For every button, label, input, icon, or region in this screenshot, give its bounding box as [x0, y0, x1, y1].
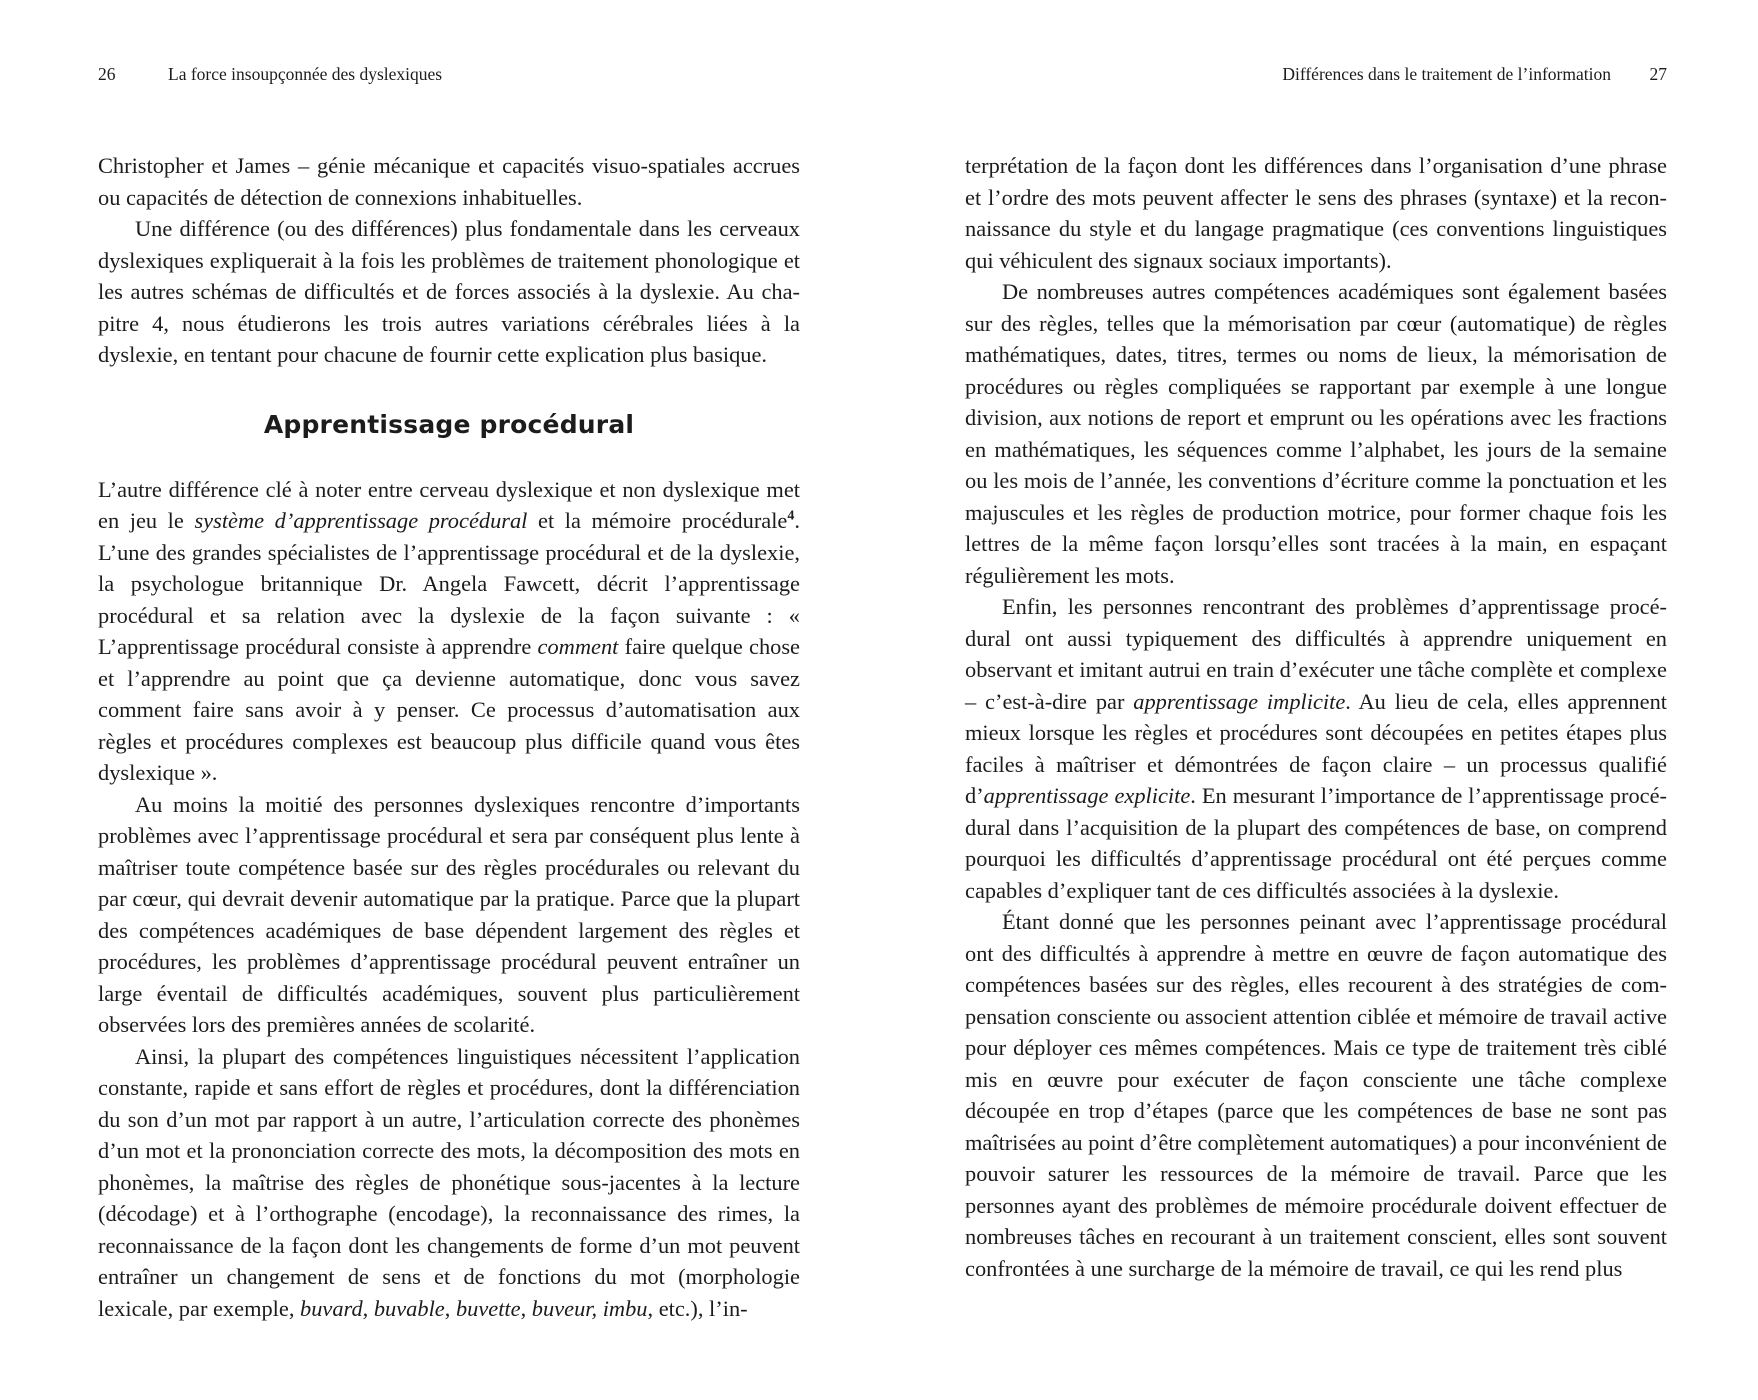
- section-heading: Apprentissage procédural: [263, 409, 635, 439]
- italic-term: apprentissage explicite: [983, 783, 1191, 808]
- left-body-text: [98, 150, 800, 1324]
- paragraph: De nombreuses autres compétences académiques sont également basées sur des règles, telles que la mémorisation par cœur (automatique) de règles mathématiques, dates, titres, termes ou noms de lieux, la mémorisation de procédures ou règles compliquées se rapportant par exemple à une longue division, aux notions de report et emprunt ou les opérations avec les fractions en mathématiques, les séquences comme l’alphabet, les jours de la semaine ou les mois de l’année, les conventions d’écriture comme la ponctuation et les majuscules et les règles de production motrice, pour former chaque fois les lettres de la même façon lorsqu’elles sont tracées à la main, en espaçant régulièrement les mots.: [965, 279, 1667, 588]
- paragraph: [98, 1041, 800, 1325]
- text-run: L’autre différence clé à noter entre cerveau dyslexique et non dyslexique met en jeu le: [98, 476, 800, 533]
- footnote-marker: 4: [787, 508, 795, 524]
- paragraph: [98, 474, 800, 789]
- text-run: . Au lieu de cela, elles apprennent mieux lorsque les règles et procédures sont découpées en petites étapes plus faciles à maîtriser et démontrées de façon claire – un processus qualifié d’: [965, 688, 1667, 808]
- paragraph: [965, 591, 1667, 906]
- running-head-left: [98, 62, 800, 86]
- running-title: Différences dans le traitement de l’information: [1282, 64, 1611, 84]
- text-run: , etc.), l’in-: [647, 1295, 748, 1321]
- paragraph: Étant donné que les personnes peinant avec l’apprentissage procédural ont des difficultés à apprendre à mettre en œuvre de façon automatique des compétences basées sur des règles, elles recourent à des stratégies de compensation consciente ou associent attention ciblée et mémoire de travail active pour déployer ces mêmes compétences. Mais ce type de traitement très ciblé mis en œuvre pour exécuter de façon consciente une tâche complexe découpée en trop d’étapes (parce que les compétences de base ne sont pas maîtrisées au point d’être complètement automatiques) a pour inconvénient de pouvoir saturer les ressources de la mémoire de travail. Parce que les personnes ayant des problèmes de mémoire procédurale doivent effectuer de nombreuses tâches en recourant à un traitement conscient, elles sont souvent confrontées à une surcharge de la mémoire de travail, ce qui les rend plus: [965, 909, 1667, 1281]
- italic-term: comment: [537, 634, 619, 659]
- running-title: La force insoupçonnée des dyslexiques: [168, 64, 443, 84]
- italic-term: buvable: [373, 1295, 445, 1321]
- italic-term: imbu: [602, 1295, 648, 1321]
- paragraph: Au moins la moitié des personnes dyslexiques rencontre d’importants problèmes avec l’apprentissage procédural et sera par conséquent plus lente à maîtriser toute compétence basée sur des règles procédurales ou relevant du par cœur, qui devrait devenir automatique par la pratique. Parce que la plupart des compétences académiques de base dépendent largement des règles et procédures, les problèmes d’apprentissage procédural peuvent entraîner un large éventail de difficultés académiques, souvent plus particulièrement observées lors des premières années de scolarité.: [98, 791, 800, 1037]
- text-run: Enfin, les personnes rencontrant des problèmes d’apprentissage procédural ont aussi typiquement des difficultés à apprendre uniquement en observant et imitant autrui en train d’exécuter une tâche complète et complexe – c’est-à-dire par: [965, 594, 1667, 714]
- text-run: faire quelque chose et l’apprendre au point que ça devienne automatique, donc vous savez comment faire sans avoir à y penser. Ce processus d’automatisation aux règles et procédures complexes est beaucoup plus difficile quand vous êtes dyslexique ».: [98, 634, 800, 785]
- text-run: . En mesurant l’importance de l’apprentissage procédural dans l’acquisition de la plupart des compétences de base, on comprend pourquoi les difficultés d’apprentissage procédural ont été perçues comme capables d’expliquer tant de ces difficultés associées à la dyslexie.: [965, 783, 1667, 903]
- text-run: et la mémoire procédurale: [527, 508, 788, 533]
- paragraph: Christopher et James – génie mécanique et capacités visuo-spatiales accrues ou capacités de détection de connexions inhabituelles.: [98, 153, 800, 210]
- page-number: 27: [1649, 64, 1667, 84]
- text-run: ,: [444, 1295, 456, 1321]
- text-run: ,: [520, 1295, 532, 1321]
- paragraph: terprétation de la façon dont les différences dans l’organisation d’une phrase et l’ordre des mots peuvent affecter le sens des phrases (syntaxe) et la reconnaissance du style et du langage pragmatique (ces conventions linguistiques qui véhiculent des signaux sociaux importants).: [965, 153, 1667, 273]
- text-run: . L’une des grandes spécialistes de l’apprentissage procédural et de la dyslexie, la psychologue britannique Dr. Angela Fawcett, décrit l’apprentissage procédural et sa relation avec la dyslexie de la façon suivante : « L’apprentissage procédural consiste à apprendre: [98, 508, 800, 659]
- italic-term: buvard: [300, 1295, 363, 1321]
- right-page: [965, 0, 1667, 1400]
- italic-term: buveur,: [531, 1295, 598, 1321]
- running-head-right: [965, 62, 1667, 86]
- left-page: [98, 0, 800, 1400]
- right-body-text: [965, 150, 1667, 1284]
- text-run: Ainsi, la plupart des compétences linguistiques nécessitent l’application constante, rapide et sans effort de règles et procédures, dont la différenciation du son d’un mot par rapport à un autre, l’articulation correcte des phonèmes d’un mot et la prononciation correcte des mots, la décomposition des mots en phonèmes, la maîtrise des règles de phonétique sous-jacentes à la lecture (décodage) et à l’orthographe (encodage), la reconnaissance des rimes, la reconnaissance de la façon dont les changements de forme d’un mot peuvent entraîner un changement de sens et de fonctions du mot (morphologie lexicale, par exemple,: [98, 1043, 800, 1321]
- italic-term: buvette: [455, 1295, 521, 1321]
- italic-term: système d’apprentissage procédural: [194, 508, 528, 533]
- paragraph: Une différence (ou des différences) plus fondamentale dans les cerveaux dyslexiques expliquerait à la fois les problèmes de traitement phonologique et les autres schémas de difficultés et de forces associés à la dyslexie. Au chapitre 4, nous étudierons les trois autres variations cérébrales liées à la dyslexie, en tentant pour chacune de fournir cette explication plus basique.: [98, 216, 800, 367]
- text-run: ,: [362, 1295, 374, 1321]
- italic-term: apprentissage implicite: [1133, 688, 1346, 714]
- page-number: 26: [98, 64, 116, 84]
